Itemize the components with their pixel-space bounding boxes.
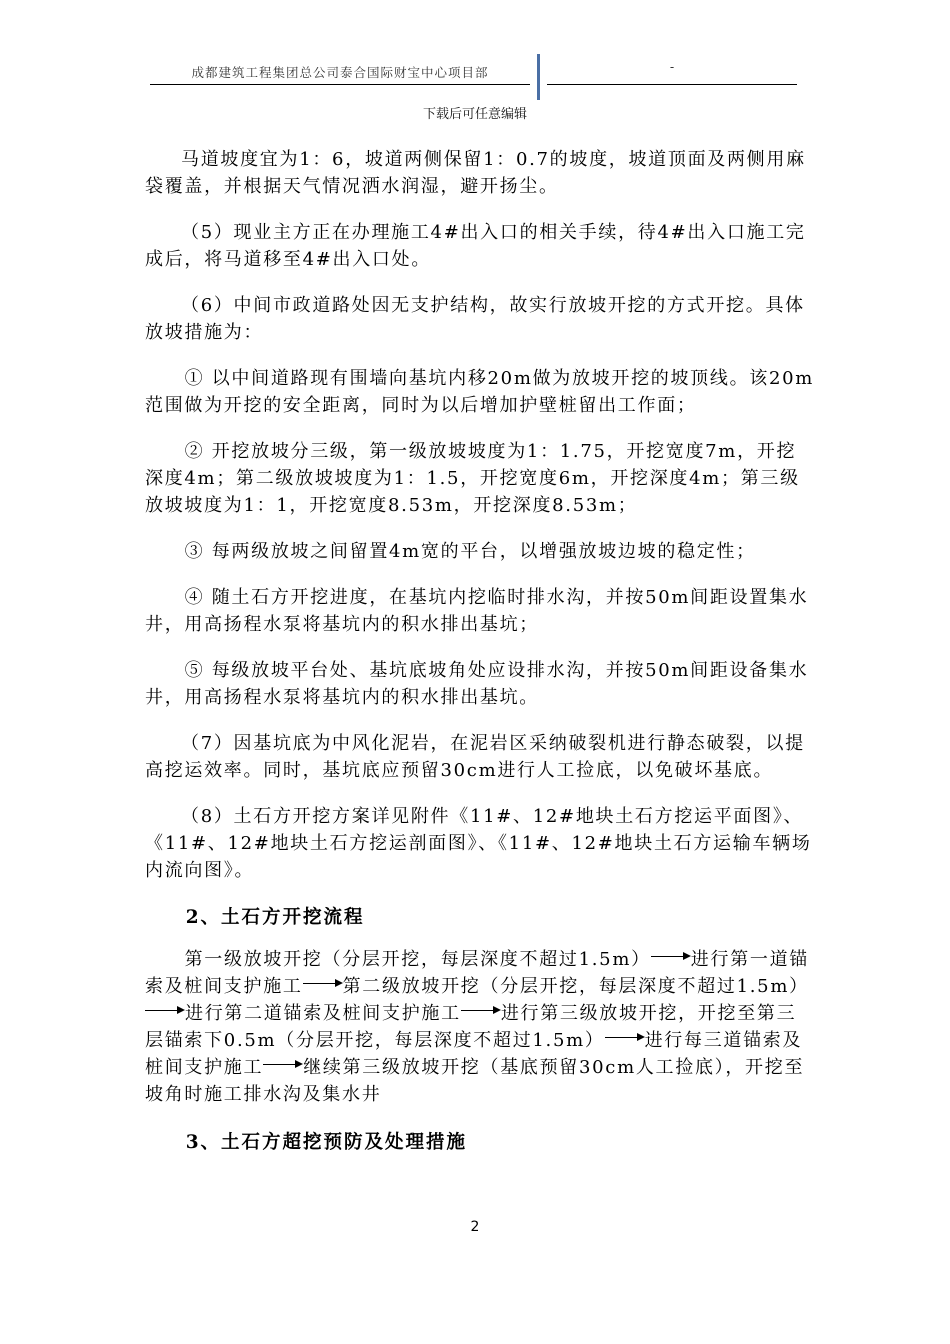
excavation-flow xyxy=(145,946,815,1108)
flow-step: 进行每三道锚索及桩间支护施工 xyxy=(145,1030,803,1078)
flow-arrow-icon xyxy=(651,951,691,963)
measure-item: ④ 随土石方开挖进度，在基坑内挖临时排水沟，并按50m间距设置集水井，用高扬程水泵将基坑内的积水排出基坑； xyxy=(145,587,809,635)
measure-item: ② 开挖放坡分三级，第一级放坡坡度为1：1.75，开挖宽度7m，开挖深度4m；第二级放坡坡度为1：1.5，开挖宽度6m，开挖深度4m；第三级放坡坡度为1：1，开挖宽度8.53m，开挖深度8.53m； xyxy=(145,441,800,516)
header-company-block xyxy=(150,60,530,85)
paragraph: （6）中间市政道路处因无支护结构，故实行放坡开挖的方式开挖。具体放坡措施为： xyxy=(145,295,805,343)
measure-item: ③ 每两级放坡之间留置4m宽的平台，以增强放坡边坡的稳定性； xyxy=(184,541,756,562)
header-divider xyxy=(537,54,540,100)
header-right-text: - xyxy=(669,60,675,74)
paragraph: 马道坡度宜为1：6，坡道两侧保留1：0.7的坡度，坡道顶面及两侧用麻袋覆盖，并根据天气情况洒水润湿，避开扬尘。 xyxy=(145,149,806,197)
flow-arrow-icon xyxy=(263,1059,303,1071)
flow-arrow-icon xyxy=(461,1005,501,1017)
flow-step: 第一级放坡开挖（分层开挖，每层深度不超过1.5m） xyxy=(184,949,651,970)
flow-arrow-icon xyxy=(145,1005,185,1017)
section-heading: 3、土石方超挖预防及处理措施 xyxy=(185,1132,468,1153)
flow-arrow-icon xyxy=(605,1032,645,1044)
flow-step: 继续第三级放坡开挖（基底预留30cm人工捡底），开挖至坡角时施工排水沟及集水井 xyxy=(145,1057,805,1105)
download-notice: 下载后可任意编辑 xyxy=(422,107,527,122)
section-heading: 2、土石方开挖流程 xyxy=(185,907,365,928)
header-company-name: 成都建筑工程集团总公司泰合国际财宝中心项目部 xyxy=(191,65,489,80)
page-number: 2 xyxy=(470,1219,480,1235)
header-right-block xyxy=(547,60,797,85)
paragraph: （5）现业主方正在办理施工4#出入口的相关手续，待4#出入口施工完成后，将马道移至4#出入口处。 xyxy=(145,222,806,270)
flow-step: 第二级放坡开挖（分层开挖，每层深度不超过1.5m） xyxy=(342,976,809,997)
paragraph: （8）土石方开挖方案详见附件《11#、12#地块土石方挖运平面图》、《11#、12#地块土石方挖运剖面图》、《11#、12#地块土石方运输车辆场内流向图》。 xyxy=(145,806,812,881)
flow-step: 进行第二道锚索及桩间支护施工 xyxy=(185,1003,461,1024)
measure-item: ① 以中间道路现有围墙向基坑内移20m做为放坡开挖的坡顶线。该20m范围做为开挖的安全距离，同时为以后增加护壁桩留出工作面； xyxy=(145,368,815,416)
measure-item: ⑤ 每级放坡平台处、基坑底坡角处应设排水沟，并按50m间距设备集水井，用高扬程水泵将基坑内的积水排出基坑。 xyxy=(145,660,809,708)
paragraph: （7）因基坑底为中风化泥岩，在泥岩区采纳破裂机进行静态破裂，以提高挖运效率。同时，基坑底应预留30cm进行人工捡底，以免破坏基底。 xyxy=(145,733,805,781)
flow-step: 进行第三级放坡开挖，开挖至第三层锚索下0.5m（分层开挖，每层深度不超过1.5m） xyxy=(145,1003,797,1051)
document-body xyxy=(145,146,815,1171)
flow-arrow-icon xyxy=(303,978,343,990)
flow-step: 进行第一道锚索及桩间支护施工 xyxy=(145,949,809,997)
